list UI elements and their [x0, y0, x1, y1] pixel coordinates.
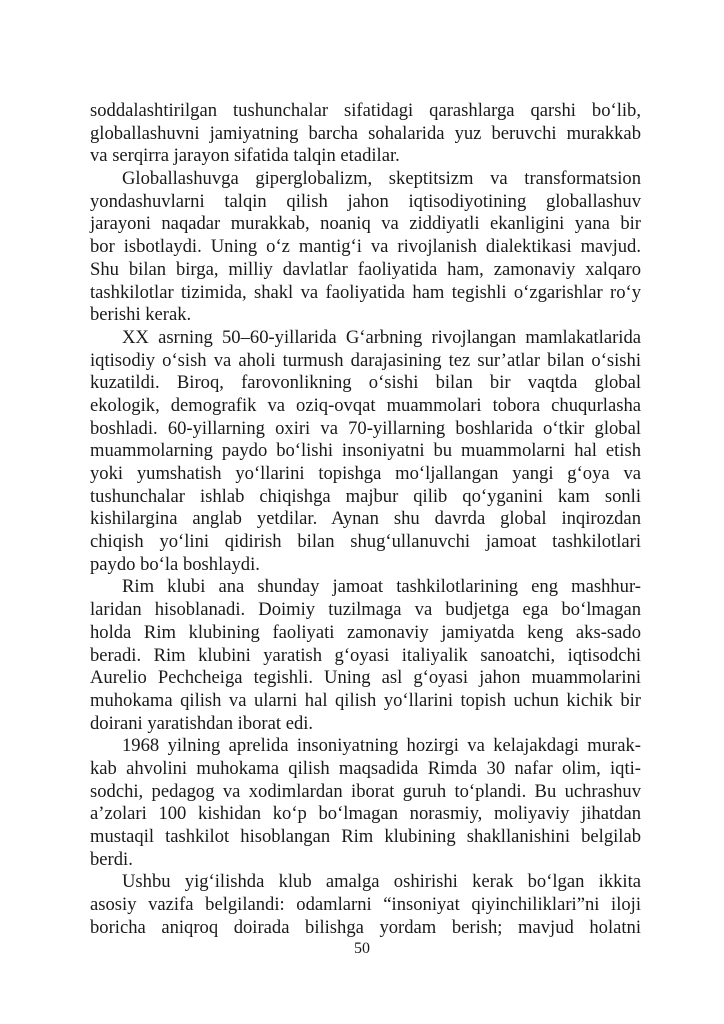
- text-line: kuzatildi. Biroq, farovonlikning o‘sishi bilan bir vaqtda global: [90, 372, 641, 394]
- text-line: a’zolari 100 kishidan ko‘p bo‘lmagan norasmiy, moliyaviy jihatdan: [90, 803, 641, 825]
- text-line: laridan hisoblanadi. Doimiy tuzilmaga va budjetga ega bo‘lmagan: [90, 599, 641, 621]
- paragraph: [90, 871, 641, 939]
- text-line: Globallashuvga giperglobalizm, skeptitsizm va transformatsion: [122, 168, 641, 190]
- text-line: yoki yumshatish yo‘llarini topishga mo‘ljallangan yangi g‘oya va: [90, 463, 641, 484]
- text-line: holda Rim klubining faoliyati zamonaviy jamiyatda keng aks-sado: [90, 621, 641, 643]
- text-line: globallashuvni jamiyatning barcha sohalarida yuz beruvchi murakkab: [90, 122, 641, 144]
- text-line: XX asrning 50–60-yillarida G‘arbning rivojlangan mamlakatlarida: [122, 326, 641, 348]
- text-line: yondashuvlarni talqin qilish jahon iqtisodiyotining globallashuv: [90, 190, 641, 212]
- text-line: berishi kerak.: [90, 304, 192, 326]
- text-line: muammolarning paydo bo‘lishi insoniyatni bu muammolarni hal etish: [90, 440, 641, 462]
- text-line: boshladi. 60-yillarning oxiri va 70-yillarning boshlarida o‘tkir global: [90, 417, 641, 439]
- paragraph: [90, 576, 641, 735]
- text-line: asosiy vazifa belgilandi: odamlarni “insoniyat qiyinchiliklari”ni iloji: [90, 894, 641, 916]
- text-line: beradi. Rim klubini yaratish g‘oyasi italiyalik sanoatchi, iqtisodchi: [90, 644, 641, 666]
- text-line: kishilargina anglab yetdilar. Aynan shu davrda global inqirozdan: [90, 508, 641, 530]
- paragraph: [90, 168, 641, 327]
- text-line: Rim klubi ana shunday jamoat tashkilotlarining eng mashhur-: [122, 576, 641, 598]
- text-line: mustaqil tashkilot hisoblangan Rim klubining shakllanishini belgilab: [90, 826, 641, 847]
- paragraph: [90, 100, 641, 168]
- text-line: kab ahvolini muhokama qilish maqsadida Rimda 30 nafar olim, iqti-: [90, 757, 641, 779]
- text-line: Shu bilan birga, milliy davlatlar faoliyatida ham, zamonaviy xalqaro: [90, 258, 641, 280]
- text-line: muhokama qilish va ularni hal qilish yo‘llarini topish uchun kichik bir: [90, 689, 641, 711]
- text-line: paydo bo‘la boshlaydi.: [90, 553, 260, 575]
- text-line: sodchi, pedagog va xodimlardan iborat guruh to‘plandi. Bu uchrashuv: [90, 780, 641, 802]
- text-line: va serqirra jarayon sifatida talqin etadilar.: [90, 145, 400, 167]
- paragraph: [90, 327, 641, 577]
- text-line: Ushbu yig‘ilishda klub amalga oshirishi kerak bo‘lgan ikkita: [122, 871, 641, 893]
- text-line: doirani yaratishdan iborat edi.: [90, 712, 314, 734]
- text-line: 1968 yilning aprelida insoniyatning hozirgi va kelajakdagi murak-: [122, 735, 641, 757]
- text-line: iqtisodiy o‘sish va aholi turmush darajasining tez sur’atlar bilan o‘sishi: [90, 349, 641, 371]
- text-line: berdi.: [90, 848, 133, 870]
- page-body: [90, 100, 641, 939]
- text-line: tashkilotlar tizimida, shakl va faoliyatida ham tegishli o‘zgarishlar ro‘y: [90, 281, 641, 303]
- text-line: Aurelio Pechcheiga tegishli. Uning asl g‘oyasi jahon muammolarini: [90, 667, 641, 689]
- text-line: bor isbotlaydi. Uning o‘z mantig‘i va rivojlanish dialektikasi mavjud.: [90, 236, 641, 258]
- page-number: 50: [354, 940, 370, 957]
- text-line: tushunchalar ishlab chiqishga majbur qilib qo‘yganini kam sonli: [90, 485, 641, 507]
- text-line: ekologik, demografik va oziq-ovqat muammolari tobora chuqurlasha: [90, 394, 641, 416]
- text-line: soddalashtirilgan tushunchalar sifatidagi qarashlarga qarshi bo‘lib,: [90, 100, 641, 121]
- text-line: chiqish yo‘lini qidirish bilan shug‘ullanuvchi jamoat tashkilotlari: [90, 531, 641, 553]
- text-line: jarayoni naqadar murakkab, noaniq va ziddiyatli ekanligini yana bir: [90, 213, 641, 235]
- text-line: boricha aniqroq doirada bilishga yordam berish; mavjud holatni: [90, 916, 641, 938]
- paragraph: [90, 735, 641, 871]
